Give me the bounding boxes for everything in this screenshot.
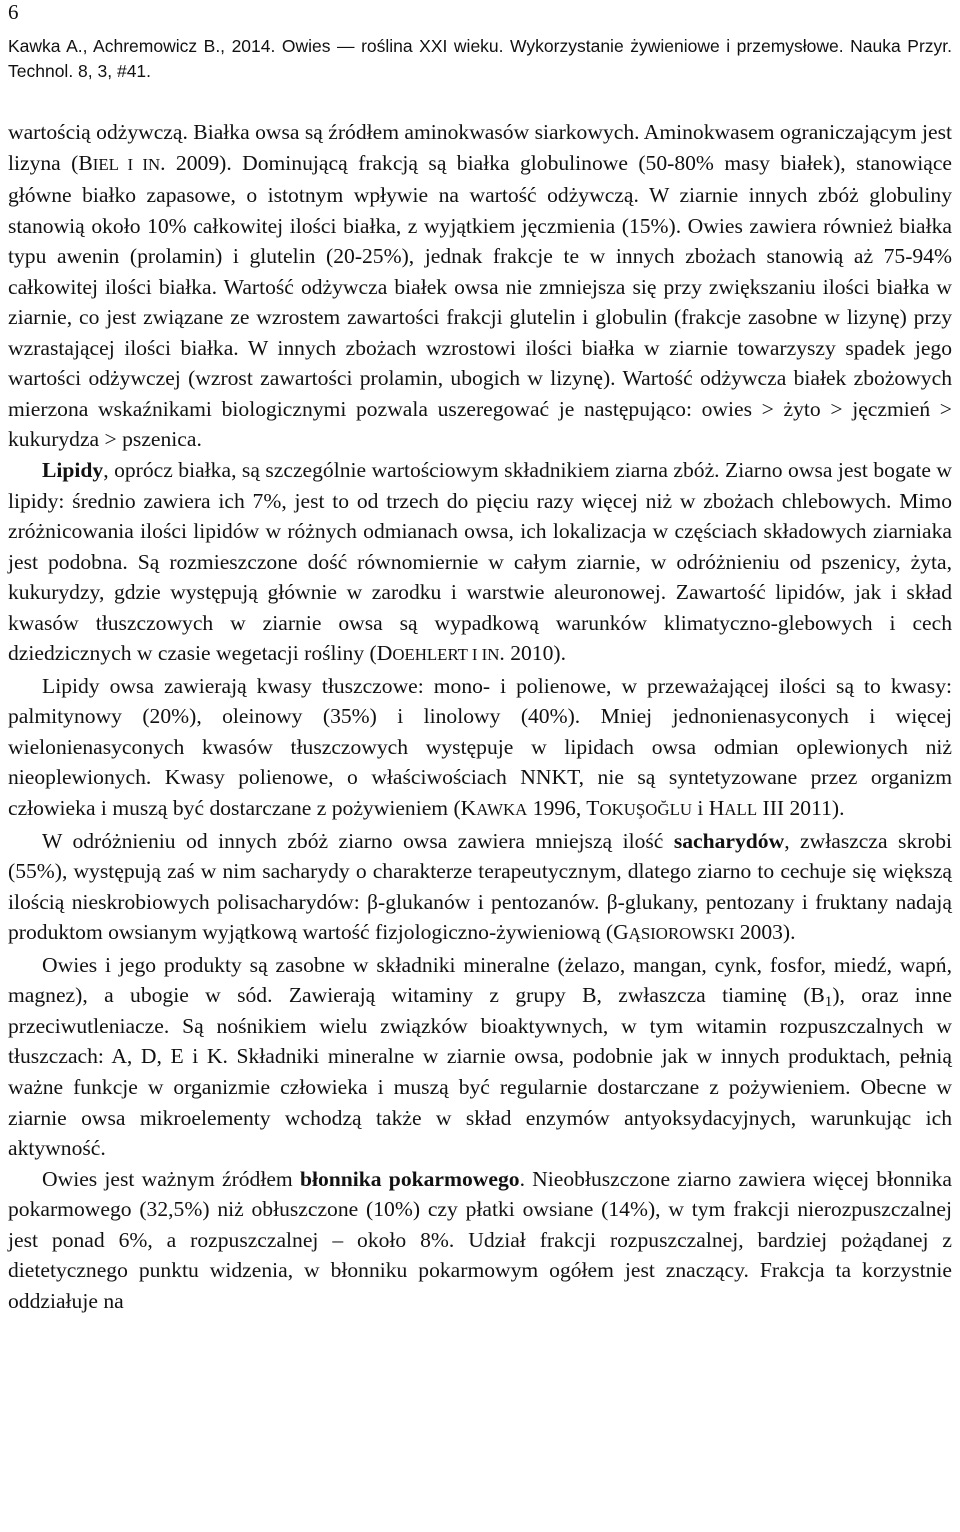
paragraph-lipids: Lipidy, oprócz białka, są szczególnie wartościowym składnikiem ziarna zbóż. Ziarno owsa jest bogate w lipidy: średnio zawiera ich 7%, jest to od trzech do pięciu razy więcej niż w zbożach chlebowych. Mimo zróżnicowania ilości lipidów w różnych odmianach owsa, ich lokalizacja w częściach składowych ziarniaka jest podobna. Są rozmieszczone dość równomiernie w całym ziarnie, w odróżnieniu od pszenicy, żyta, kukurydzy, gdzie występują głównie w zarodku i warstwie aleuronowej. Zawartość lipidów, jak i skład kwasów tłuszczowych w ziarnie owsa są wypadkową warunków klimatyczno-glebowych i cech dziedzicznych w czasie wegetacji rośliny (DOEHLERT I IN. 2010).: [8, 458, 952, 666]
term-dietary-fiber: błonnika pokarmowego: [299, 1166, 520, 1191]
term-saccharides: sacharydów: [673, 828, 785, 853]
page-number: 6: [8, 0, 19, 24]
paragraph-fatty-acids: Lipidy owsa zawierają kwasy tłuszczowe: mono- i polienowe, w przeważającej ilości są to kwasy: palmitynowy (20%), oleinowy (35%) i linolowy (40%). Mniej jednonienasyconych i więcej wielonienasyconych kwasów tłuszczowych występuje w lipidach owsa odmian oplewionych niż nieoplewionych. Kwasy polienowe, o właściwościach NNKT, nie są syntetyzowane przez organizm człowieka i muszą być dostarczane z pożywieniem (KAWKA 1996, TOKUŞOĞLU i HALL III 2011).: [8, 673, 952, 821]
paragraph-saccharides: W odróżnieniu od innych zbóż ziarno owsa zawiera mniejszą ilość sacharydów, zwłaszcza skrobi (55%), występują zaś w nim sacharydy o charakterze terapeutycznym, dlatego ziarno to cechuje się większą ilością nieskrobiowych polisacharydów: β-glukanów i pentozanów. β-glukany, pentozany i fruktany nadają produktom owsianym wyjątkową wartość fizjologiczno-żywieniową (GĄSIOROWSKI 2003).: [8, 828, 953, 945]
paragraph-proteins: wartością odżywczą. Białka owsa są źródłem aminokwasów siarkowych. Aminokwasem ograniczającym jest lizyna (BIEL I IN. 2009). Dominującą frakcją są białka globulinowe (50-80% masy białek), stanowiące główne białko zapasowe, o istotnym wpływie na wartość odżywczą. W ziarnie innych zbóż globuliny stanowią około 10% całkowitej ilości białka, z wyjątkiem jęczmienia (15%). Owies zawiera również białka typu awenin (prolamin) i glutelin (20-25%), jednak frakcje te w innych zbożach stanowią aż 75-94% całkowitej ilości białka. Wartość odżywcza białek owsa nie zmniejsza się przy zwiększaniu ilości białka w ziarnie, co jest związane ze wzrostem zawartości frakcji glutelin i globulin (frakcje zasobne w lizynę) przy wzrastającej ilości białka. W innych zbożach wzrostowi ilości białka w ziarnie towarzyszy spadek jego wartości odżywczej (wzrost zawartości prolamin, ubogich w lizynę). Wartość odżywcza białek zbożowych mierzona wskaźnikami biologicznymi pozwala uszeregować je następująco: owies > żyto > jęczmień > kukurydza > pszenica.: [8, 120, 953, 452]
article-body: [8, 117, 952, 1316]
paragraph-dietary-fiber: Owies jest ważnym źródłem błonnika pokarmowego. Nieobłuszczone ziarno zawiera więcej błonnika pokarmowego (32,5%) niż obłuszczone (10%) czy płatki owsiane (14%), w tym frakcji nierozpuszczalnej jest ponad 6%, a rozpuszczalnej – około 8%. Udział frakcji rozpuszczalnej, bardziej pożądanej z dietetycznego punktu widzenia, w błonniku pokarmowym ogółem jest znaczący. Frakcja ta korzystnie oddziałuje na: [8, 1166, 952, 1313]
paragraph-minerals: Owies i jego produkty są zasobne w składniki mineralne (żelazo, mangan, cynk, fosfor, miedź, wapń, magnez), a ubogie w sód. Zawierają witaminy z grupy B, zwłaszcza tiaminę $(B_1)$, oraz inne przeciwutleniacze. Są nośnikiem wielu związków bioaktywnych, w tym witamin rozpuszczalnych w tłuszczach: A, D, E i K. Składniki mineralne w ziarnie owsa, podobnie jak w innych produktach, pełnią ważne funkcje w organizmie człowieka i muszą być regularnie dostarczane z pożywieniem. Obecne w ziarnie owsa mikroelementy wchodzą także w skład enzymów antyoksydacyjnych, warunkując ich aktywność.: [8, 952, 952, 1161]
term-lipids: Lipidy: [42, 458, 104, 483]
running-header-citation: Kawka A., Achremowicz B., 2014. Owies — roślina XXI wieku. Wykorzystanie żywieniowe i przemysłowe. Nauka Przyr. Technol. 8, 3, #41.: [8, 36, 952, 81]
